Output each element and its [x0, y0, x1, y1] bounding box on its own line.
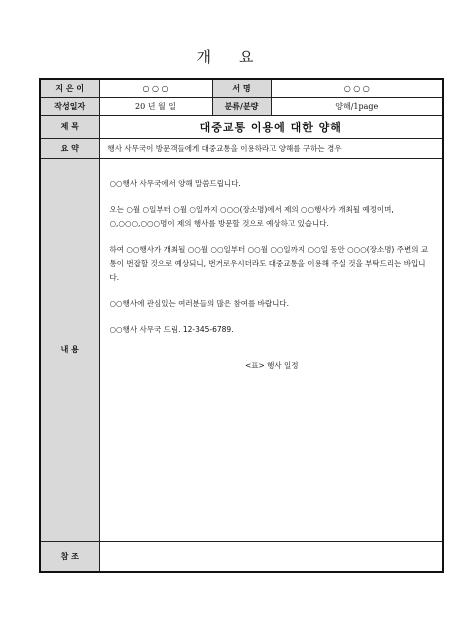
row-reference [40, 541, 443, 572]
signature-value[interactable]: ○ ○ ○ [271, 79, 443, 97]
body-paragraph: ○○행사 사무국 드림. 12-345-6789. [109, 324, 234, 334]
date-label: 작성일자 [40, 97, 99, 115]
body-paragraph: 오는 ○월 ○일부터 ○월 ○일까지 ○○○(장소명)에서 제의 ○○행사가 개최될 예정이며, ○,○○○,○○○명이 제의 행사를 방문할 것으로 예상하고 있습니다. [109, 204, 394, 228]
category-label: 분류/분량 [212, 97, 271, 115]
subject-value[interactable]: 대중교통 이용에 대한 양해 [99, 115, 443, 138]
category-value[interactable]: 양해/1page [271, 97, 443, 115]
body-paragraph: ○○행사에 관심있는 여러분들의 많은 참여를 바랍니다. [109, 298, 290, 308]
body-label: 내 용 [40, 158, 99, 541]
reference-value[interactable] [99, 541, 443, 572]
row-subject [40, 115, 443, 138]
title-char-1: 개 [196, 48, 211, 66]
summary-label: 요 약 [40, 138, 99, 158]
document-title [0, 46, 450, 67]
row-date [40, 97, 443, 115]
row-summary [40, 138, 443, 158]
author-label: 지 은 이 [40, 79, 99, 97]
row-body [40, 158, 443, 541]
signature-label: 서 명 [212, 79, 271, 97]
row-author [40, 79, 443, 97]
date-value[interactable]: 20 년 월 일 [99, 97, 212, 115]
table-caption: <표> 행사 일정 [244, 360, 299, 370]
summary-form-table [39, 78, 444, 573]
author-value[interactable]: ○ ○ ○ [99, 79, 212, 97]
body-paragraph: ○○행사 사무국에서 양해 말씀드립니다. [109, 178, 241, 188]
summary-value[interactable]: 행사 사무국이 방문객들에게 대중교통을 이용하라고 양해를 구하는 경우 [99, 138, 443, 158]
body-content[interactable] [99, 158, 443, 541]
title-char-2: 요 [239, 48, 254, 66]
body-paragraph: 하여 ○○행사가 개최될 ○○월 ○○일부터 ○○월 ○○일까지 ○○일 동안 ○○○(장소명) 주변의 교통이 번잡할 것으로 예상되니, 번거로우시더라도 대중교통을 이용해 주실 것을 부탁드리는 바입니다. [109, 244, 429, 282]
reference-label: 참 조 [40, 541, 99, 572]
subject-label: 제 목 [40, 115, 99, 138]
